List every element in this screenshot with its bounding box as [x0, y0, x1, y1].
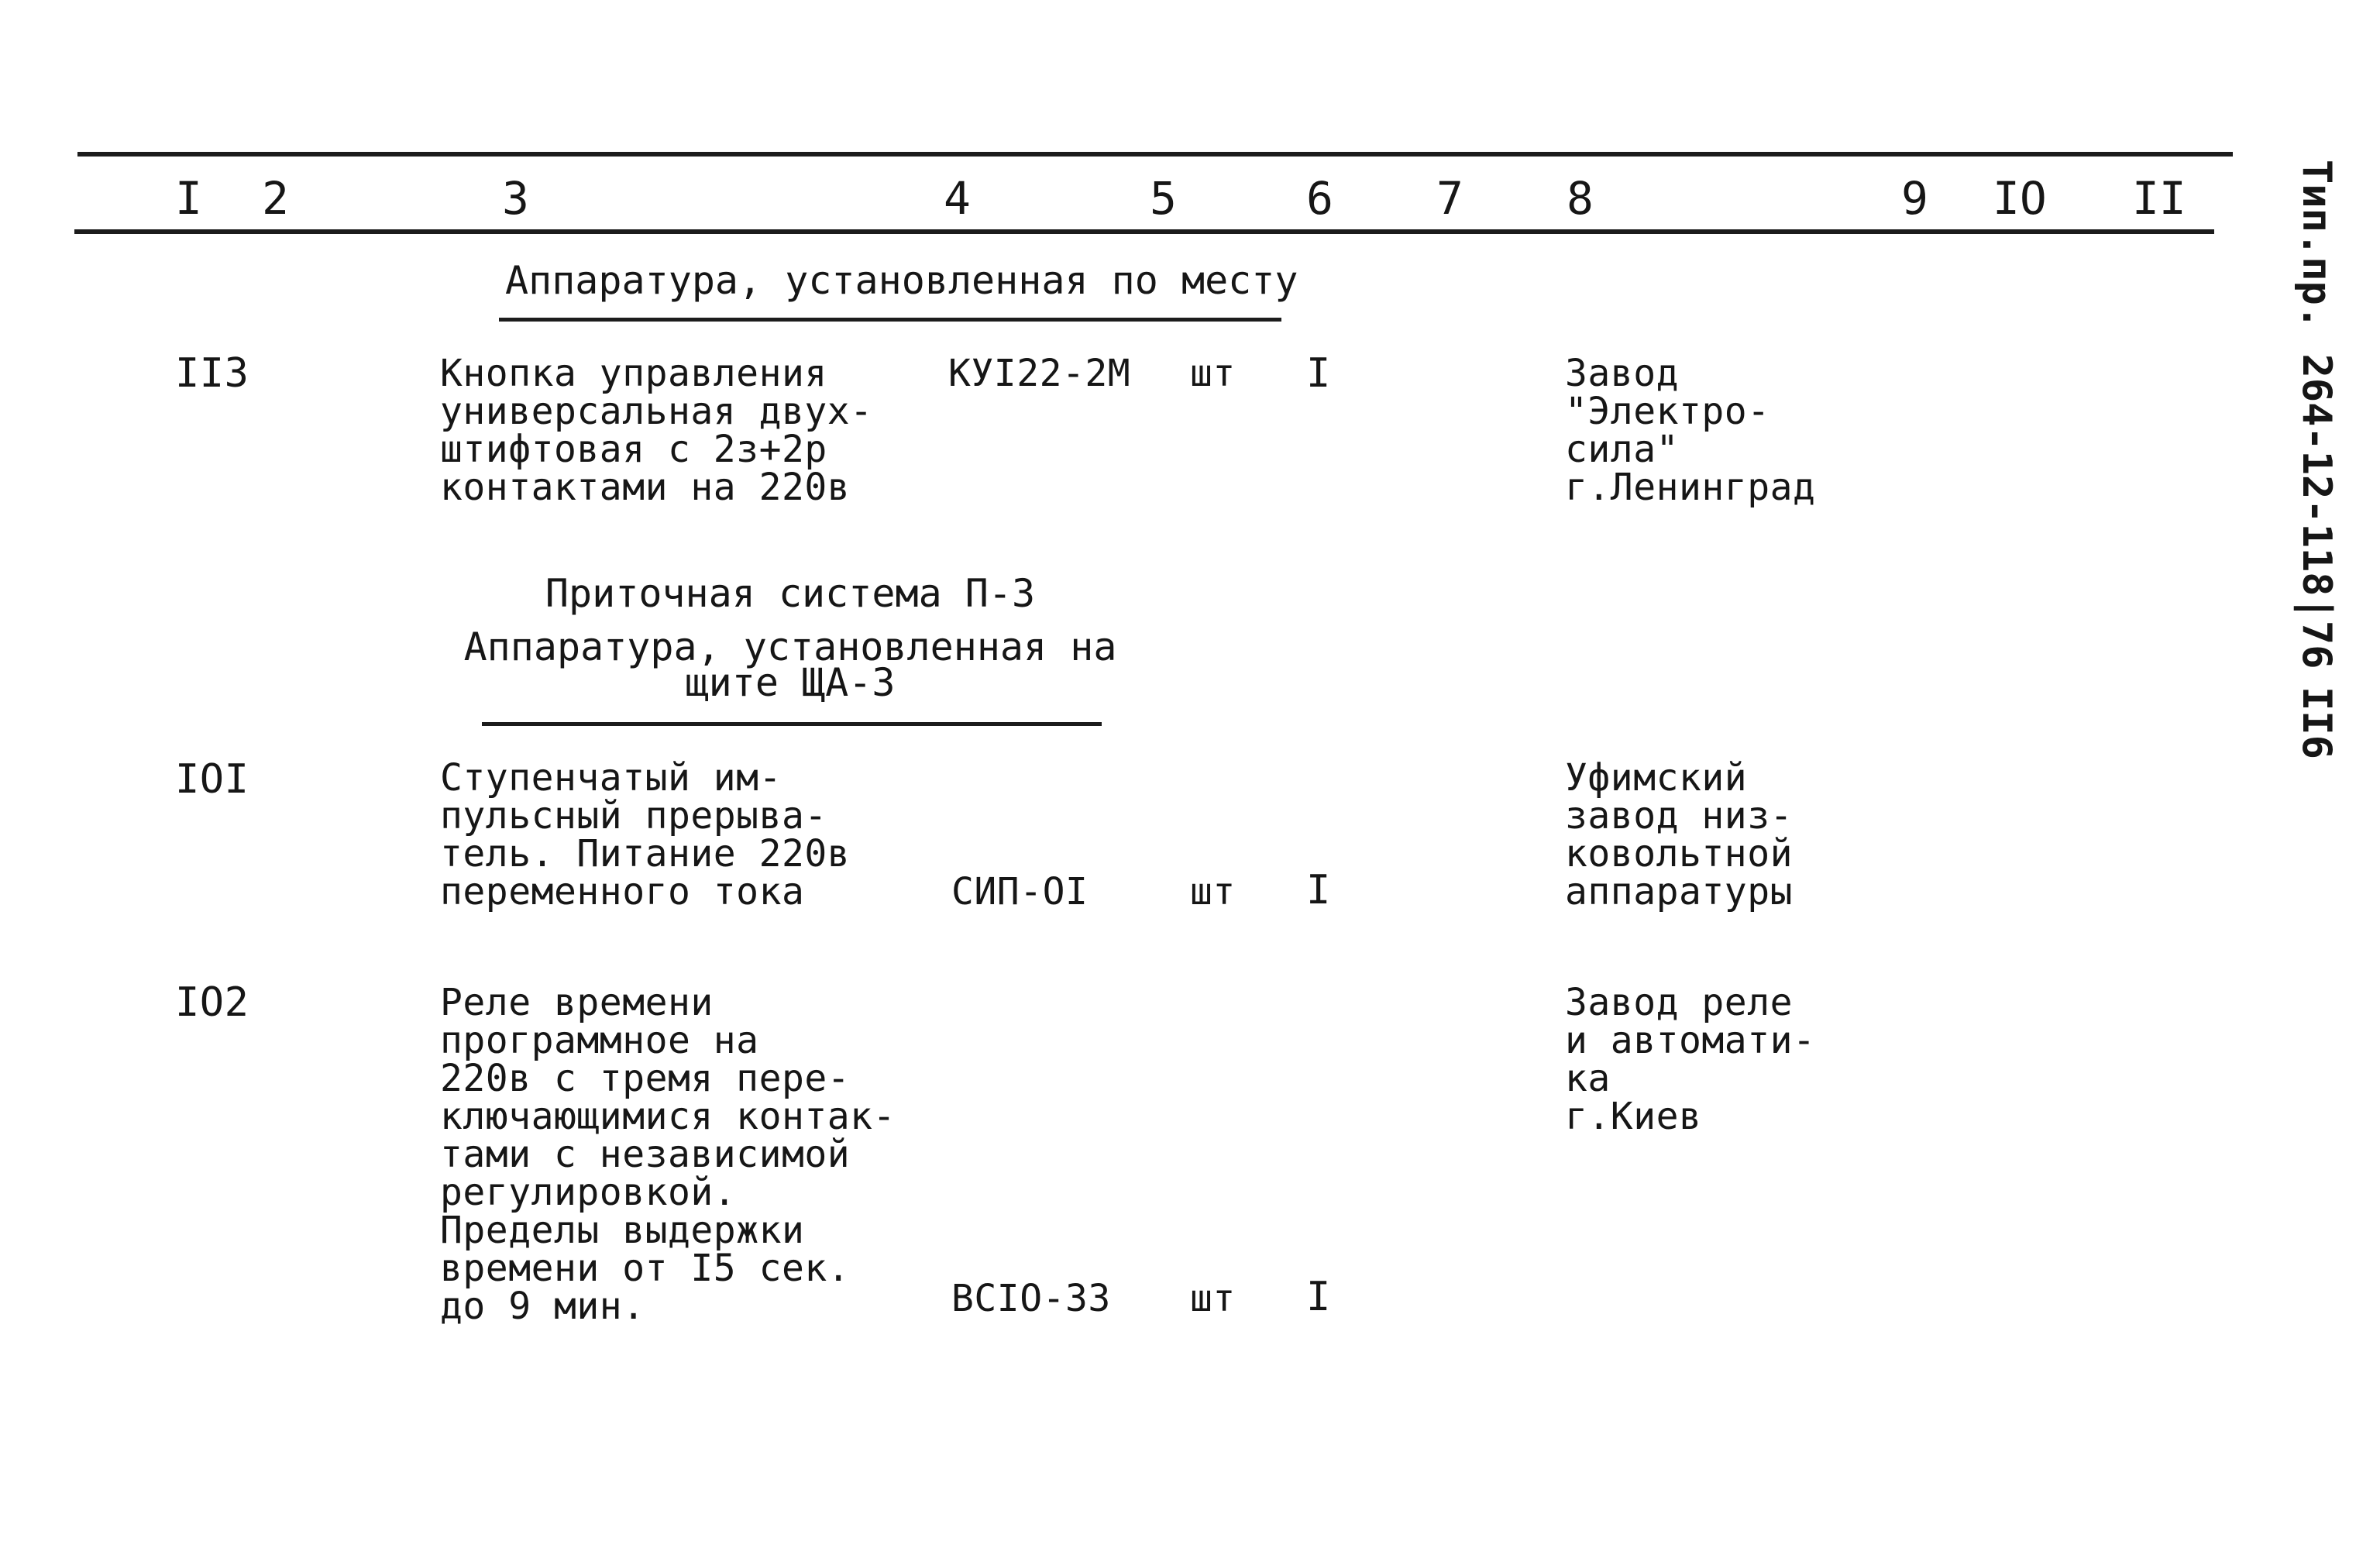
row-type: ВСIO-33: [951, 1277, 1111, 1320]
row-type: КУI22-2М: [948, 352, 1131, 395]
row-position: II3: [175, 350, 249, 397]
section-subtitle-line2: щите ЩА-3: [685, 660, 896, 705]
column-header-2: 2: [262, 172, 289, 225]
top-rule: [77, 152, 2233, 157]
section-underline-on-site: [499, 318, 1281, 322]
column-header-10: IO: [1993, 172, 2047, 225]
section-title-on-site: Аппаратура, установленная по месту: [505, 258, 1298, 303]
row-name: Кнопка управления универсальная двух- штифтовая с 2з+2р контактами на 220в: [440, 352, 873, 509]
header-bottom-rule: [74, 229, 2214, 234]
column-header-6: 6: [1306, 172, 1333, 225]
column-header-4: 4: [944, 172, 971, 225]
project-stamp: Тип.пр. 264-12-118|76: [2293, 160, 2340, 669]
row-unit: шт: [1190, 1277, 1236, 1320]
row-quantity: I: [1306, 1274, 1331, 1320]
row-type: СИП-OI: [951, 870, 1089, 913]
row-manufacturer: Уфимский завод низ- ковольтной аппаратуры: [1565, 756, 1793, 913]
column-header-8: 8: [1567, 172, 1594, 225]
row-position: IO2: [175, 979, 249, 1026]
column-header-7: 7: [1436, 172, 1463, 225]
row-name: Реле времени программное на 220в с тремя пере- ключающимися контак- тами с независимой регулировкой. Пределы выдержки времени от I5 сек. до 9 мин.: [440, 981, 896, 1328]
section-subtitle-line1: Аппаратура, установленная на: [463, 624, 1117, 669]
section-underline-panel: [482, 722, 1102, 726]
row-manufacturer: Завод "Электро- сила" г.Ленинград: [1565, 352, 1816, 509]
column-header-5: 5: [1150, 172, 1177, 225]
row-name: Ступенчатый им- пульсный прерыва- тель. Питание 220в переменного тока: [440, 756, 851, 913]
page-number: II6: [2293, 686, 2340, 759]
row-unit: шт: [1190, 870, 1236, 913]
column-header-1: I: [175, 172, 202, 225]
column-header-11: II: [2132, 172, 2186, 225]
row-quantity: I: [1306, 350, 1331, 397]
column-header-9: 9: [1901, 172, 1928, 225]
column-header-3: 3: [502, 172, 529, 225]
row-position: IOI: [175, 756, 249, 803]
row-manufacturer: Завод реле и автомати- ка г.Киев: [1565, 981, 1816, 1138]
row-unit: шт: [1190, 352, 1236, 395]
section-title-supply-system: Приточная система П-3: [545, 571, 1036, 616]
row-quantity: I: [1306, 867, 1331, 913]
